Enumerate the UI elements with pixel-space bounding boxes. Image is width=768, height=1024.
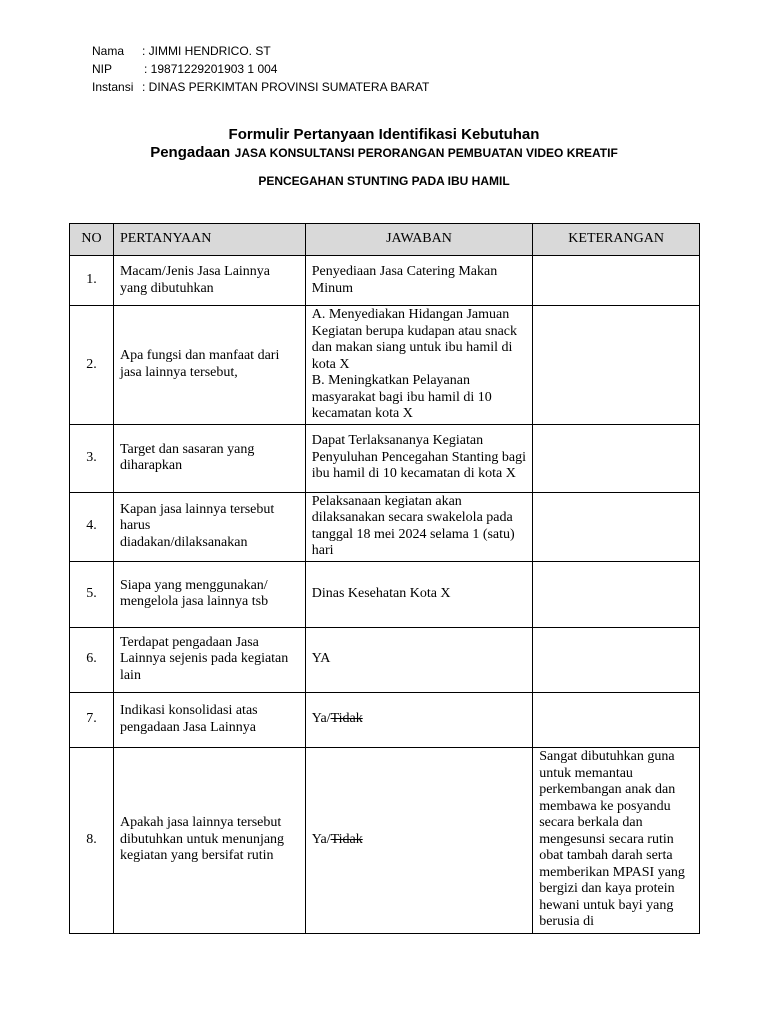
table-row [70,492,700,561]
header-jawaban: JAWABAN [305,224,532,256]
form-subtitle-rest: JASA KONSULTANSI PERORANGAN PEMBUATAN VIDEO KREATIF [234,146,618,160]
row-number: 6. [70,627,114,692]
question-line-2: diadakan/dilaksanakan [119,534,248,550]
question-cell: Indikasi konsolidasi atas pengadaan Jasa Lainnya [113,692,305,747]
answer-cell: Penyediaan Jasa Catering Makan Minum [305,256,532,306]
table-row [70,692,700,747]
row-number: 4. [70,492,114,561]
answer-part-b: B. Meningkatkan Pelayanan masyarakat bagi ibu hamil di 10 kecamatan kota X [311,373,492,421]
row-number: 8. [70,747,114,933]
header-pertanyaan: PERTANYAAN [113,224,305,256]
table-row [70,256,700,306]
note-cell [533,256,700,306]
instansi-row [92,78,429,96]
question-cell: Terdapat pengadaan Jasa Lainnya sejenis pada kegiatan lain [113,627,305,692]
table-row [70,627,700,692]
note-cell [533,627,700,692]
table-header-row [70,224,700,256]
form-subtitle-prefix: Pengadaan [150,144,231,161]
nama-row [92,42,429,60]
nip-label: NIP [92,62,113,76]
answer-cell [305,692,532,747]
answer-cell: Pelaksanaan kegiatan akan dilaksanakan secara swakelola pada tanggal 18 mei 2024 selama 1 (satu) hari [305,492,532,561]
note-cell [533,692,700,747]
header-keterangan: KETERANGAN [533,224,700,256]
row-number: 1. [70,256,114,306]
question-cell: Macam/Jenis Jasa Lainnya yang dibutuhkan [113,256,305,306]
instansi-value: : DINAS PERKIMTAN PROVINSI SUMATERA BARAT [142,80,430,94]
nip-value: : 19871229201903 1 004 [144,62,278,76]
note-cell [533,561,700,627]
header-no: NO [70,224,114,256]
question-cell: Siapa yang menggunakan/ mengelola jasa lainnya tsb [113,561,305,627]
row-number: 3. [70,424,114,492]
note-cell [533,306,700,425]
nip-row [92,60,429,78]
answer-yes: Ya/ [311,831,331,847]
note-cell [533,492,700,561]
identity-block [92,42,429,96]
table-row [70,306,700,425]
table-row [70,561,700,627]
form-subtitle [0,144,768,162]
answer-cell [305,747,532,933]
question-line-1: Kapan jasa lainnya tersebut harus [119,501,275,534]
question-cell [113,492,305,561]
question-cell: Target dan sasaran yang diharapkan [113,424,305,492]
note-cell [533,424,700,492]
question-table [69,223,700,934]
instansi-label: Instansi [92,80,134,94]
answer-no-struck: Tidak [330,831,363,847]
row-number: 2. [70,306,114,425]
nama-value: : JIMMI HENDRICO. ST [142,44,271,58]
table-row [70,747,700,933]
row-number: 5. [70,561,114,627]
answer-cell: YA [305,627,532,692]
nama-label: Nama [92,44,125,58]
form-title-block [0,126,768,188]
answer-cell: Dinas Kesehatan Kota X [305,561,532,627]
form-subtitle-line2: PENCEGAHAN STUNTING PADA IBU HAMIL [258,174,510,188]
row-number: 7. [70,692,114,747]
form-title: Formulir Pertanyaan Identifikasi Kebutuhan [228,126,540,143]
note-cell: Sangat dibutuhkan guna untuk memantau perkembangan anak dan membawa ke posyandu secara berkala dan mengesunsi secara rutin obat tambah darah serta memberikan MPASI yang bergizi dan kaya protein hewani untuk bayi yang berusia di [533,747,700,933]
answer-cell [305,306,532,425]
answer-yes: Ya/ [311,711,331,727]
answer-no-struck: Tidak [330,711,363,727]
question-cell: Apakah jasa lainnya tersebut dibutuhkan untuk menunjang kegiatan yang bersifat rutin [113,747,305,933]
question-cell: Apa fungsi dan manfaat dari jasa lainnya tersebut, [113,306,305,425]
answer-part-a: A. Menyediakan Hidangan Jamuan Kegiatan berupa kudapan atau snack dan makan siang untuk ibu hamil di kota X [311,307,517,372]
table-row [70,424,700,492]
answer-cell: Dapat Terlaksananya Kegiatan Penyuluhan Pencegahan Stanting bagi ibu hamil di 10 kecamatan di kota X [305,424,532,492]
